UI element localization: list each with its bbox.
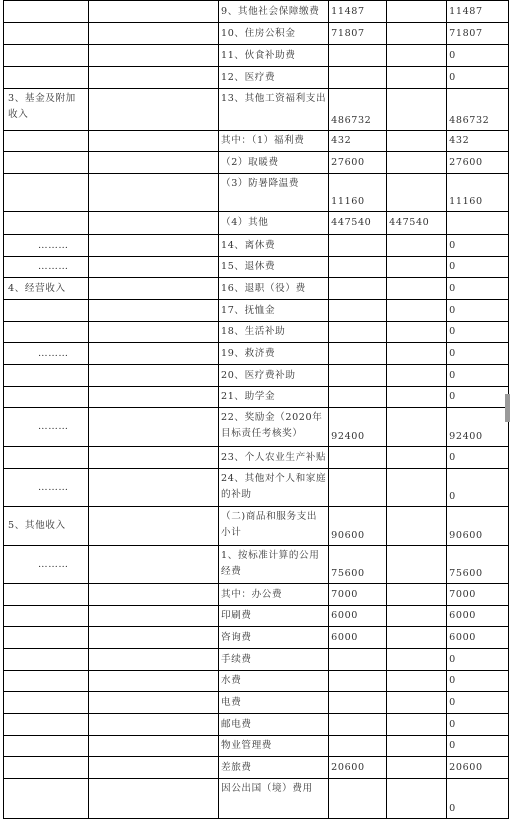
blank-cell — [89, 408, 219, 447]
blank-cell — [89, 23, 219, 45]
amount-cell: 7000 — [329, 584, 387, 606]
amount-cell: 92400 — [329, 408, 387, 447]
table-row — [4, 692, 509, 714]
amount-cell-2 — [387, 174, 447, 212]
total-cell: 0 — [447, 671, 509, 692]
amount-cell-2 — [387, 736, 447, 757]
blank-cell — [89, 584, 219, 606]
expense-item-cell: 印刷费 — [219, 606, 329, 627]
income-item-cell — [4, 174, 89, 212]
table-row — [4, 408, 509, 447]
blank-cell — [89, 174, 219, 212]
amount-cell-2 — [387, 714, 447, 736]
total-cell: 90600 — [447, 507, 509, 546]
income-item-cell: 3、基金及附加收入 — [4, 89, 89, 131]
table-row — [4, 235, 509, 257]
total-cell: 0 — [447, 257, 509, 278]
blank-cell — [89, 779, 219, 819]
total-cell: 7000 — [447, 584, 509, 606]
blank-cell — [89, 447, 219, 469]
amount-cell: 486732 — [329, 89, 387, 131]
amount-cell-2 — [387, 387, 447, 408]
amount-cell-2 — [387, 649, 447, 671]
total-cell: 0 — [447, 736, 509, 757]
table-row — [4, 584, 509, 606]
table-row — [4, 469, 509, 507]
blank-cell — [89, 212, 219, 235]
expense-item-cell: 23、个人农业生产补贴 — [219, 447, 329, 469]
total-cell: 0 — [447, 45, 509, 67]
total-cell: 11160 — [447, 174, 509, 212]
amount-cell-2 — [387, 546, 447, 584]
income-item-cell — [4, 606, 89, 627]
amount-cell-2 — [387, 671, 447, 692]
budget-table — [3, 0, 509, 819]
expense-item-cell: 14、离休费 — [219, 235, 329, 257]
amount-cell: 75600 — [329, 546, 387, 584]
total-cell: 11487 — [447, 1, 509, 23]
blank-cell — [89, 546, 219, 584]
amount-cell — [329, 469, 387, 507]
blank-cell — [89, 649, 219, 671]
amount-cell-2: 447540 — [387, 212, 447, 235]
income-item-cell — [4, 300, 89, 322]
income-item-cell: 5、其他收入 — [4, 507, 89, 546]
table-row — [4, 131, 509, 152]
table-row — [4, 23, 509, 45]
amount-cell-2 — [387, 757, 447, 779]
table-row — [4, 45, 509, 67]
total-cell: 71807 — [447, 23, 509, 45]
total-cell: 0 — [447, 469, 509, 507]
income-item-cell: ……… — [4, 257, 89, 278]
blank-cell — [89, 606, 219, 627]
total-cell: 0 — [447, 387, 509, 408]
amount-cell: 6000 — [329, 627, 387, 649]
table-row — [4, 627, 509, 649]
budget-table-body — [4, 1, 509, 819]
income-item-cell: ……… — [4, 343, 89, 365]
expense-item-cell: 因公出国（境）费用 — [219, 779, 329, 819]
amount-cell — [329, 235, 387, 257]
table-row — [4, 212, 509, 235]
table-row — [4, 649, 509, 671]
income-item-cell — [4, 387, 89, 408]
amount-cell-2 — [387, 67, 447, 89]
income-item-cell — [4, 322, 89, 343]
amount-cell — [329, 300, 387, 322]
amount-cell-2 — [387, 692, 447, 714]
total-cell: 0 — [447, 278, 509, 300]
total-cell: 0 — [447, 447, 509, 469]
expense-item-cell: 邮电费 — [219, 714, 329, 736]
amount-cell-2 — [387, 627, 447, 649]
total-cell: 20600 — [447, 757, 509, 779]
expense-item-cell: 9、其他社会保障缴费 — [219, 1, 329, 23]
income-item-cell: 4、经营收入 — [4, 278, 89, 300]
income-item-cell: ……… — [4, 546, 89, 584]
income-item-cell — [4, 365, 89, 387]
expense-item-cell: 电费 — [219, 692, 329, 714]
expense-item-cell: 16、退职（役）费 — [219, 278, 329, 300]
expense-item-cell: （3）防暑降温费 — [219, 174, 329, 212]
expense-item-cell: 24、其他对个人和家庭的补助 — [219, 469, 329, 507]
income-item-cell — [4, 627, 89, 649]
total-cell: 0 — [447, 343, 509, 365]
blank-cell — [89, 300, 219, 322]
amount-cell: 11487 — [329, 1, 387, 23]
total-cell: 486732 — [447, 89, 509, 131]
expense-item-cell: 17、抚恤金 — [219, 300, 329, 322]
table-row — [4, 671, 509, 692]
income-item-cell — [4, 584, 89, 606]
amount-cell-2 — [387, 408, 447, 447]
amount-cell-2 — [387, 1, 447, 23]
blank-cell — [89, 627, 219, 649]
amount-cell: 11160 — [329, 174, 387, 212]
income-item-cell — [4, 45, 89, 67]
income-item-cell — [4, 714, 89, 736]
blank-cell — [89, 278, 219, 300]
expense-item-cell: 22、奖励金（2020年目标责任考核奖） — [219, 408, 329, 447]
amount-cell: 90600 — [329, 507, 387, 546]
amount-cell-2 — [387, 447, 447, 469]
income-item-cell — [4, 779, 89, 819]
income-item-cell — [4, 447, 89, 469]
table-row — [4, 387, 509, 408]
expense-item-cell: 21、助学金 — [219, 387, 329, 408]
amount-cell-2 — [387, 131, 447, 152]
blank-cell — [89, 714, 219, 736]
amount-cell — [329, 779, 387, 819]
income-item-cell: ……… — [4, 469, 89, 507]
blank-cell — [89, 692, 219, 714]
expense-item-cell: 物业管理费 — [219, 736, 329, 757]
amount-cell — [329, 387, 387, 408]
amount-cell: 432 — [329, 131, 387, 152]
amount-cell — [329, 447, 387, 469]
expense-item-cell: 水费 — [219, 671, 329, 692]
table-row — [4, 757, 509, 779]
income-item-cell — [4, 23, 89, 45]
income-item-cell — [4, 152, 89, 174]
scroll-handle[interactable] — [505, 394, 510, 422]
amount-cell — [329, 257, 387, 278]
amount-cell: 27600 — [329, 152, 387, 174]
blank-cell — [89, 365, 219, 387]
amount-cell-2 — [387, 365, 447, 387]
total-cell: 0 — [447, 649, 509, 671]
income-item-cell — [4, 212, 89, 235]
amount-cell-2 — [387, 235, 447, 257]
blank-cell — [89, 1, 219, 23]
table-row — [4, 365, 509, 387]
blank-cell — [89, 387, 219, 408]
expense-item-cell: 12、医疗费 — [219, 67, 329, 89]
expense-item-cell: 10、住房公积金 — [219, 23, 329, 45]
income-item-cell — [4, 131, 89, 152]
table-row — [4, 322, 509, 343]
amount-cell — [329, 692, 387, 714]
expense-item-cell: （二)商品和服务支出小计 — [219, 507, 329, 546]
table-row — [4, 67, 509, 89]
table-row — [4, 174, 509, 212]
amount-cell-2 — [387, 606, 447, 627]
expense-item-cell: 1、按标准计算的公用经费 — [219, 546, 329, 584]
table-row — [4, 278, 509, 300]
total-cell: 0 — [447, 322, 509, 343]
amount-cell — [329, 278, 387, 300]
expense-item-cell: 差旅费 — [219, 757, 329, 779]
amount-cell — [329, 67, 387, 89]
amount-cell-2 — [387, 23, 447, 45]
expense-item-cell: 13、其他工资福利支出 — [219, 89, 329, 131]
total-cell: 0 — [447, 779, 509, 819]
amount-cell: 6000 — [329, 606, 387, 627]
income-item-cell: ……… — [4, 235, 89, 257]
amount-cell — [329, 714, 387, 736]
expense-item-cell: （4）其他 — [219, 212, 329, 235]
table-row — [4, 89, 509, 131]
table-row — [4, 736, 509, 757]
expense-item-cell: 18、生活补助 — [219, 322, 329, 343]
total-cell: 0 — [447, 300, 509, 322]
blank-cell — [89, 235, 219, 257]
amount-cell-2 — [387, 89, 447, 131]
table-row — [4, 779, 509, 819]
table-row — [4, 152, 509, 174]
expense-item-cell: 咨询费 — [219, 627, 329, 649]
total-cell: 92400 — [447, 408, 509, 447]
blank-cell — [89, 671, 219, 692]
blank-cell — [89, 257, 219, 278]
amount-cell: 447540 — [329, 212, 387, 235]
amount-cell-2 — [387, 779, 447, 819]
expense-item-cell: 20、医疗费补助 — [219, 365, 329, 387]
income-item-cell: ……… — [4, 408, 89, 447]
blank-cell — [89, 507, 219, 546]
table-row — [4, 546, 509, 584]
income-item-cell — [4, 67, 89, 89]
expense-item-cell: 手续费 — [219, 649, 329, 671]
table-row — [4, 300, 509, 322]
income-item-cell — [4, 736, 89, 757]
amount-cell — [329, 671, 387, 692]
total-cell: 432 — [447, 131, 509, 152]
total-cell — [447, 212, 509, 235]
expense-item-cell: 其中：办公费 — [219, 584, 329, 606]
amount-cell-2 — [387, 343, 447, 365]
amount-cell: 20600 — [329, 757, 387, 779]
total-cell: 0 — [447, 67, 509, 89]
blank-cell — [89, 131, 219, 152]
amount-cell-2 — [387, 257, 447, 278]
amount-cell — [329, 365, 387, 387]
blank-cell — [89, 469, 219, 507]
blank-cell — [89, 152, 219, 174]
amount-cell-2 — [387, 152, 447, 174]
amount-cell-2 — [387, 322, 447, 343]
blank-cell — [89, 757, 219, 779]
amount-cell-2 — [387, 469, 447, 507]
income-item-cell — [4, 649, 89, 671]
amount-cell-2 — [387, 278, 447, 300]
blank-cell — [89, 67, 219, 89]
total-cell: 6000 — [447, 606, 509, 627]
table-row — [4, 606, 509, 627]
blank-cell — [89, 343, 219, 365]
amount-cell — [329, 45, 387, 67]
income-item-cell — [4, 692, 89, 714]
table-row — [4, 714, 509, 736]
blank-cell — [89, 89, 219, 131]
table-row — [4, 447, 509, 469]
blank-cell — [89, 736, 219, 757]
expense-item-cell: 11、伙食补助费 — [219, 45, 329, 67]
amount-cell-2 — [387, 584, 447, 606]
income-item-cell — [4, 757, 89, 779]
amount-cell-2 — [387, 45, 447, 67]
expense-item-cell: 15、退休费 — [219, 257, 329, 278]
expense-item-cell: 19、救济费 — [219, 343, 329, 365]
total-cell: 0 — [447, 235, 509, 257]
total-cell: 75600 — [447, 546, 509, 584]
table-row — [4, 1, 509, 23]
amount-cell — [329, 736, 387, 757]
total-cell: 0 — [447, 714, 509, 736]
amount-cell-2 — [387, 507, 447, 546]
total-cell: 0 — [447, 365, 509, 387]
blank-cell — [89, 45, 219, 67]
total-cell: 6000 — [447, 627, 509, 649]
total-cell: 0 — [447, 692, 509, 714]
amount-cell — [329, 649, 387, 671]
amount-cell — [329, 343, 387, 365]
expense-item-cell: （2）取暖费 — [219, 152, 329, 174]
table-row — [4, 507, 509, 546]
table-row — [4, 343, 509, 365]
amount-cell: 71807 — [329, 23, 387, 45]
expense-item-cell: 其中：（1）福利费 — [219, 131, 329, 152]
amount-cell — [329, 322, 387, 343]
income-item-cell — [4, 671, 89, 692]
total-cell: 27600 — [447, 152, 509, 174]
blank-cell — [89, 322, 219, 343]
table-row — [4, 257, 509, 278]
income-item-cell — [4, 1, 89, 23]
amount-cell-2 — [387, 300, 447, 322]
